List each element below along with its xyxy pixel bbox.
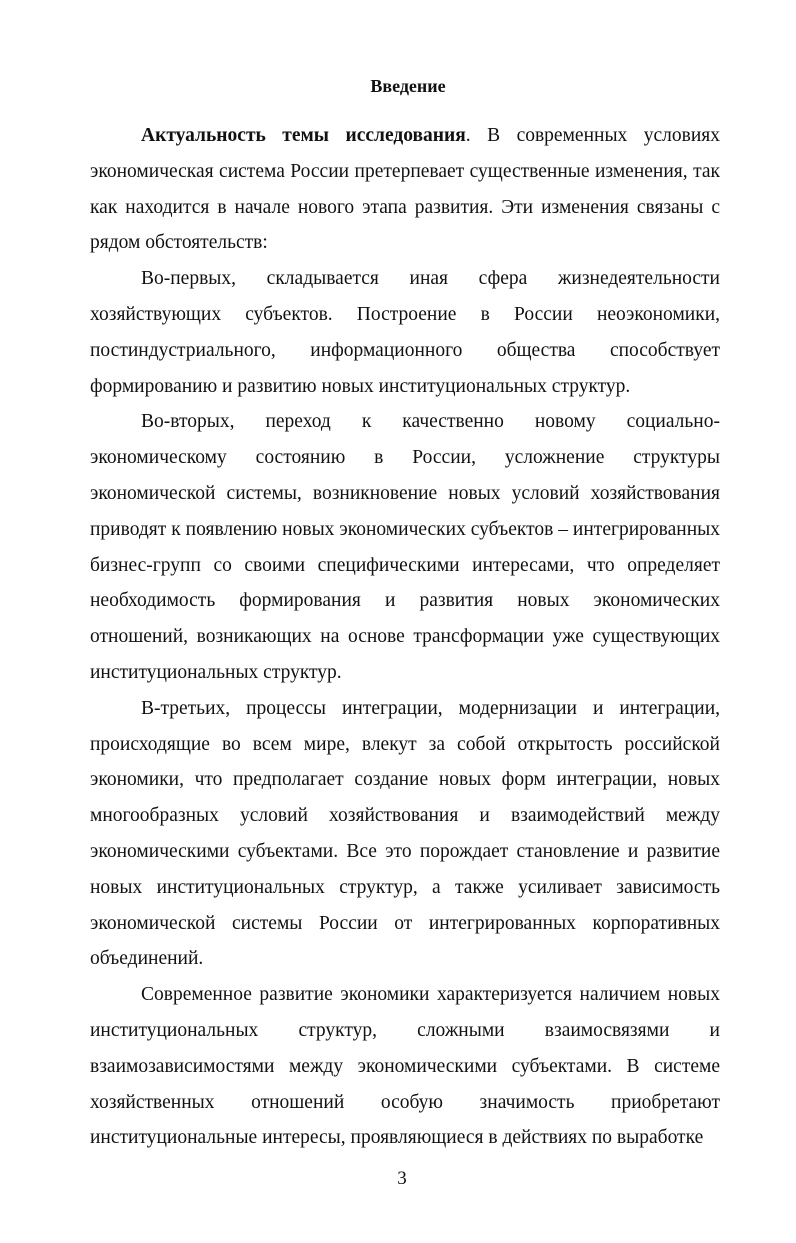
paragraph-1 xyxy=(90,118,720,261)
paragraph-5: Современное развитие экономики характеризуется наличием новых институциональных структур, сложными взаимосвязями и взаимозависимостями между экономическими субъектами. В системе хозяйственных отношений особую значимость приобретают институциональные интересы, проявляющиеся в действиях по выработке xyxy=(90,984,720,1149)
paragraph-1-lead: Актуальность темы исследования xyxy=(141,125,466,146)
paragraph-4: В-третьих, процессы интеграции, модернизации и интеграции, происходящие во всем мире, влекут за собой открытость российской экономики, что предполагает создание новых форм интеграции, новых многообразных условий хозяйствования и взаимодействий между экономическими субъектами. Все это порождает становление и развитие новых институциональных структур, а также усиливает зависимость экономической системы России от интегрированных корпоративных объединений. xyxy=(90,697,720,970)
page-number: 3 xyxy=(397,1168,407,1189)
paragraph-3: Во-вторых, переход к качественно новому социально-экономическому состоянию в России, усложнение структуры экономической системы, возникновение новых условий хозяйствования приводят к появлению новых экономических субъектов – интегрированных бизнес-групп со своими специфическими интересами, что определяет необходимость формирования и развития новых экономических отношений, возникающих на основе трансформации уже существующих институциональных структур. xyxy=(90,411,720,683)
paragraph-2: Во-первых, складывается иная сфера жизнедеятельности хозяйствующих субъектов. Построение в России неоэкономики, постиндустриального, информационного общества способствует формированию и развитию новых институциональных структур. xyxy=(90,268,720,397)
paragraph-1-text: . В современных условиях экономическая система России претерпевает существенные изменения, так как находится в начале нового этапа развития. Эти изменения связаны с рядом обстоятельств: xyxy=(90,125,721,254)
page-title: Введение xyxy=(370,76,446,96)
body-text xyxy=(90,118,720,1156)
